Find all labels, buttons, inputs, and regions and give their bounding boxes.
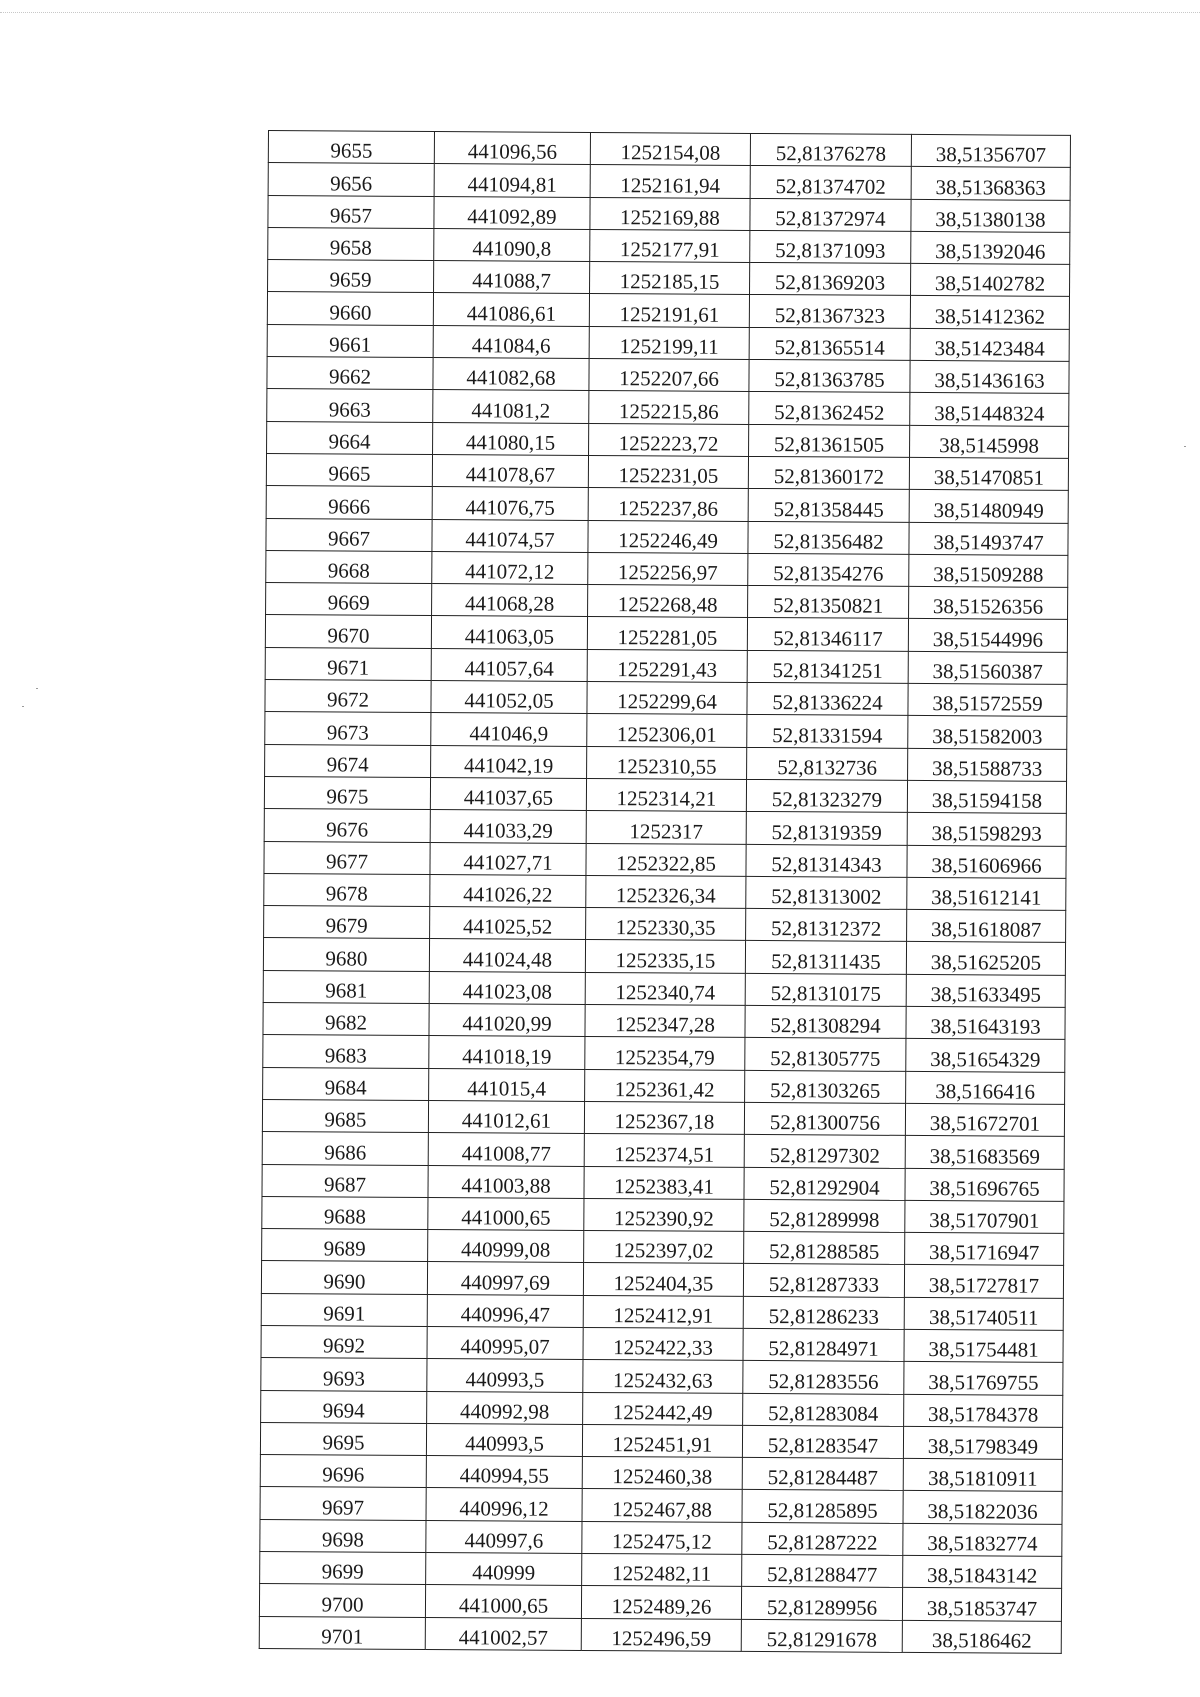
latitude-cell: 52,81350821 [748, 586, 909, 619]
x-coordinate-cell: 440999,08 [428, 1230, 584, 1263]
x-coordinate-cell: 441092,89 [434, 196, 590, 229]
x-coordinate-cell: 441026,22 [430, 874, 586, 907]
point-number-cell: 9685 [262, 1099, 428, 1132]
table-row [261, 1261, 1063, 1298]
longitude-cell: 38,51526356 [909, 587, 1068, 620]
x-coordinate-cell: 440994,55 [426, 1456, 582, 1489]
point-number-cell: 9658 [268, 227, 434, 260]
x-coordinate-cell: 441086,61 [433, 293, 589, 326]
longitude-cell: 38,51625205 [906, 942, 1065, 975]
x-coordinate-cell: 441090,8 [434, 228, 590, 261]
x-coordinate-cell: 441015,4 [429, 1068, 585, 1101]
table-row [264, 906, 1066, 943]
latitude-cell: 52,81314343 [746, 844, 907, 877]
x-coordinate-cell: 441074,57 [432, 519, 588, 552]
point-number-cell: 9701 [259, 1616, 425, 1649]
latitude-cell: 52,81284971 [743, 1328, 904, 1361]
x-coordinate-cell: 441078,67 [432, 454, 588, 487]
y-coordinate-cell: 1252237,86 [588, 488, 748, 521]
point-number-cell: 9667 [266, 518, 432, 551]
point-number-cell: 9665 [266, 453, 432, 486]
latitude-cell: 52,81319359 [746, 812, 907, 845]
x-coordinate-cell: 440992,98 [427, 1391, 583, 1424]
y-coordinate-cell: 1252390,92 [584, 1198, 744, 1231]
latitude-cell: 52,81287333 [743, 1264, 904, 1297]
latitude-cell: 52,81365514 [749, 327, 910, 360]
x-coordinate-cell: 441003,88 [428, 1165, 584, 1198]
point-number-cell: 9681 [263, 970, 429, 1003]
point-number-cell: 9696 [260, 1455, 426, 1488]
point-number-cell: 9692 [261, 1325, 427, 1358]
y-coordinate-cell: 1252161,94 [590, 165, 750, 198]
point-number-cell: 9678 [264, 873, 430, 906]
point-number-cell: 9686 [262, 1132, 428, 1165]
y-coordinate-cell: 1252460,38 [582, 1457, 742, 1490]
longitude-cell: 38,51582003 [908, 716, 1067, 749]
y-coordinate-cell: 1252489,26 [581, 1586, 741, 1619]
table-row [265, 712, 1067, 749]
table-row [263, 1067, 1065, 1104]
x-coordinate-cell: 441000,65 [425, 1585, 581, 1618]
table-row [266, 453, 1068, 490]
table-row [261, 1390, 1063, 1427]
point-number-cell: 9672 [265, 680, 431, 713]
table-row [259, 1616, 1061, 1653]
table-row [263, 970, 1065, 1007]
x-coordinate-cell: 441042,19 [431, 745, 587, 778]
point-number-cell: 9677 [264, 841, 430, 874]
x-coordinate-cell: 440999 [426, 1553, 582, 1586]
x-coordinate-cell: 441012,61 [428, 1100, 584, 1133]
latitude-cell: 52,81285895 [742, 1490, 903, 1523]
x-coordinate-cell: 441063,05 [431, 616, 587, 649]
point-number-cell: 9663 [267, 389, 433, 422]
point-number-cell: 9668 [266, 550, 432, 583]
table-row [264, 776, 1066, 813]
y-coordinate-cell: 1252317 [586, 811, 746, 844]
point-number-cell: 9694 [261, 1390, 427, 1423]
longitude-cell: 38,51594158 [907, 780, 1066, 813]
scan-speck [22, 706, 24, 707]
latitude-cell: 52,81331594 [747, 715, 908, 748]
y-coordinate-cell: 1252299,64 [587, 682, 747, 715]
table-row [260, 1552, 1062, 1589]
point-number-cell: 9671 [265, 647, 431, 680]
table-row [260, 1422, 1062, 1459]
point-number-cell: 9698 [260, 1519, 426, 1552]
y-coordinate-cell: 1252207,66 [589, 359, 749, 392]
latitude-cell: 52,81308294 [745, 1005, 906, 1038]
x-coordinate-cell: 441082,68 [433, 358, 589, 391]
table-row [267, 357, 1069, 394]
longitude-cell: 38,51853747 [902, 1588, 1061, 1621]
latitude-cell: 52,81292904 [744, 1167, 905, 1200]
latitude-cell: 52,81305775 [745, 1038, 906, 1071]
x-coordinate-cell: 440995,07 [427, 1326, 583, 1359]
table-row [268, 227, 1070, 264]
x-coordinate-cell: 441008,77 [428, 1133, 584, 1166]
point-number-cell: 9695 [260, 1422, 426, 1455]
y-coordinate-cell: 1252177,91 [590, 229, 750, 262]
y-coordinate-cell: 1252422,33 [583, 1327, 743, 1360]
table-row [268, 131, 1070, 168]
table-row [260, 1487, 1062, 1524]
y-coordinate-cell: 1252335,15 [585, 940, 745, 973]
x-coordinate-cell: 441025,52 [430, 907, 586, 940]
longitude-cell: 38,5145998 [910, 425, 1069, 458]
latitude-cell: 52,81289998 [744, 1199, 905, 1232]
latitude-cell: 52,81297302 [744, 1135, 905, 1168]
latitude-cell: 52,81283084 [743, 1393, 904, 1426]
latitude-cell: 52,81371093 [750, 230, 911, 263]
scan-speck [1184, 446, 1186, 447]
table-row [266, 518, 1068, 555]
point-number-cell: 9660 [267, 292, 433, 325]
table-row [261, 1325, 1063, 1362]
longitude-cell: 38,51356707 [911, 134, 1070, 167]
longitude-cell: 38,51654329 [906, 1039, 1065, 1072]
latitude-cell: 52,81310175 [745, 973, 906, 1006]
y-coordinate-cell: 1252199,11 [589, 326, 749, 359]
point-number-cell: 9679 [264, 906, 430, 939]
table-row [268, 195, 1070, 232]
x-coordinate-cell: 441068,28 [432, 584, 588, 617]
point-number-cell: 9687 [262, 1164, 428, 1197]
table-row [264, 809, 1066, 846]
table-row [267, 324, 1069, 361]
latitude-cell: 52,81300756 [744, 1102, 905, 1135]
longitude-cell: 38,51740511 [904, 1297, 1063, 1330]
table-row [268, 163, 1070, 200]
point-number-cell: 9662 [267, 357, 433, 390]
table-row [265, 647, 1067, 684]
longitude-cell: 38,51633495 [906, 974, 1065, 1007]
longitude-cell: 38,51716947 [905, 1233, 1064, 1266]
y-coordinate-cell: 1252442,49 [583, 1392, 743, 1425]
table-row [264, 841, 1066, 878]
point-number-cell: 9675 [264, 776, 430, 809]
x-coordinate-cell: 441027,71 [430, 842, 586, 875]
longitude-cell: 38,51423484 [910, 328, 1069, 361]
y-coordinate-cell: 1252215,86 [589, 391, 749, 424]
table-row [263, 1035, 1065, 1072]
latitude-cell: 52,81283547 [742, 1425, 903, 1458]
table-row [261, 1358, 1063, 1395]
x-coordinate-cell: 441037,65 [430, 777, 586, 810]
latitude-cell: 52,81289956 [741, 1587, 902, 1620]
y-coordinate-cell: 1252185,15 [590, 262, 750, 295]
latitude-cell: 52,81303265 [745, 1070, 906, 1103]
x-coordinate-cell: 441020,99 [429, 1004, 585, 1037]
point-number-cell: 9693 [261, 1358, 427, 1391]
table-row [261, 1293, 1063, 1330]
y-coordinate-cell: 1252322,85 [586, 843, 746, 876]
latitude-cell: 52,81360172 [748, 456, 909, 489]
table-row [260, 1519, 1062, 1556]
latitude-cell: 52,81287222 [742, 1522, 903, 1555]
y-coordinate-cell: 1252191,61 [589, 294, 749, 327]
point-number-cell: 9673 [265, 712, 431, 745]
longitude-cell: 38,51606966 [907, 845, 1066, 878]
point-number-cell: 9666 [266, 486, 432, 519]
longitude-cell: 38,51368363 [911, 167, 1070, 200]
x-coordinate-cell: 441057,64 [431, 648, 587, 681]
longitude-cell: 38,51480949 [909, 490, 1068, 523]
y-coordinate-cell: 1252361,42 [585, 1069, 745, 1102]
longitude-cell: 38,51392046 [911, 231, 1070, 264]
x-coordinate-cell: 441096,56 [434, 132, 590, 165]
point-number-cell: 9676 [264, 809, 430, 842]
longitude-cell: 38,51598293 [907, 813, 1066, 846]
x-coordinate-cell: 440997,6 [426, 1520, 582, 1553]
x-coordinate-cell: 441018,19 [429, 1036, 585, 1069]
y-coordinate-cell: 1252496,59 [581, 1618, 741, 1651]
point-number-cell: 9674 [265, 744, 431, 777]
x-coordinate-cell: 441084,6 [433, 325, 589, 358]
y-coordinate-cell: 1252223,72 [589, 423, 749, 456]
longitude-cell: 38,51436163 [910, 361, 1069, 394]
longitude-cell: 38,51572559 [908, 683, 1067, 716]
latitude-cell: 52,81286233 [743, 1296, 904, 1329]
latitude-cell: 52,81346117 [747, 618, 908, 651]
longitude-cell: 38,51612141 [907, 877, 1066, 910]
y-coordinate-cell: 1252291,43 [587, 649, 747, 682]
x-coordinate-cell: 441076,75 [432, 487, 588, 520]
point-number-cell: 9690 [261, 1261, 427, 1294]
longitude-cell: 38,51643193 [906, 1006, 1065, 1039]
longitude-cell: 38,51470851 [909, 457, 1068, 490]
table-row [264, 873, 1066, 910]
latitude-cell: 52,81356482 [748, 521, 909, 554]
longitude-cell: 38,51707901 [905, 1200, 1064, 1233]
point-number-cell: 9688 [262, 1196, 428, 1229]
y-coordinate-cell: 1252268,48 [588, 585, 748, 618]
table-row [267, 292, 1069, 329]
table-row [263, 938, 1065, 975]
longitude-cell: 38,51843142 [903, 1555, 1062, 1588]
latitude-cell: 52,81361505 [749, 424, 910, 457]
point-number-cell: 9697 [260, 1487, 426, 1520]
table-row [262, 1196, 1064, 1233]
latitude-cell: 52,81369203 [750, 263, 911, 296]
x-coordinate-cell: 441046,9 [431, 713, 587, 746]
point-number-cell: 9669 [266, 583, 432, 616]
latitude-cell: 52,81358445 [748, 489, 909, 522]
latitude-cell: 52,81283556 [743, 1361, 904, 1394]
latitude-cell: 52,81291678 [741, 1619, 902, 1652]
latitude-cell: 52,81363785 [749, 360, 910, 393]
y-coordinate-cell: 1252397,02 [584, 1231, 744, 1264]
point-number-cell: 9700 [259, 1584, 425, 1617]
latitude-cell: 52,81336224 [747, 682, 908, 715]
longitude-cell: 38,51784378 [904, 1394, 1063, 1427]
point-number-cell: 9657 [268, 195, 434, 228]
table-row [262, 1132, 1064, 1169]
latitude-cell: 52,8132736 [747, 747, 908, 780]
longitude-cell: 38,51448324 [910, 393, 1069, 426]
latitude-cell: 52,81372974 [750, 198, 911, 231]
table-row [267, 421, 1069, 458]
table-row [265, 680, 1067, 717]
longitude-cell: 38,51727817 [904, 1265, 1063, 1298]
coordinates-table-body [259, 131, 1070, 1654]
latitude-cell: 52,81354276 [748, 553, 909, 586]
y-coordinate-cell: 1252306,01 [587, 714, 747, 747]
table-row [268, 260, 1070, 297]
longitude-cell: 38,51412362 [910, 296, 1069, 329]
longitude-cell: 38,51672701 [905, 1103, 1064, 1136]
longitude-cell: 38,51832774 [903, 1523, 1062, 1556]
y-coordinate-cell: 1252383,41 [584, 1166, 744, 1199]
longitude-cell: 38,51696765 [905, 1168, 1064, 1201]
x-coordinate-cell: 441052,05 [431, 681, 587, 714]
latitude-cell: 52,81367323 [749, 295, 910, 328]
x-coordinate-cell: 441023,08 [429, 971, 585, 1004]
y-coordinate-cell: 1252256,97 [588, 552, 748, 585]
y-coordinate-cell: 1252231,05 [588, 455, 748, 488]
table-row [266, 550, 1068, 587]
y-coordinate-cell: 1252475,12 [582, 1521, 742, 1554]
point-number-cell: 9699 [260, 1552, 426, 1585]
y-coordinate-cell: 1252340,74 [585, 972, 745, 1005]
table-row [266, 486, 1068, 523]
point-number-cell: 9689 [262, 1229, 428, 1262]
longitude-cell: 38,51618087 [907, 910, 1066, 943]
point-number-cell: 9661 [267, 324, 433, 357]
x-coordinate-cell: 441024,48 [429, 939, 585, 972]
y-coordinate-cell: 1252310,55 [587, 746, 747, 779]
table-row [263, 1003, 1065, 1040]
x-coordinate-cell: 440993,5 [426, 1423, 582, 1456]
point-number-cell: 9684 [263, 1067, 429, 1100]
latitude-cell: 52,81311435 [745, 941, 906, 974]
table-row [259, 1584, 1061, 1621]
y-coordinate-cell: 1252412,91 [583, 1295, 743, 1328]
longitude-cell: 38,51754481 [904, 1329, 1063, 1362]
latitude-cell: 52,81288477 [742, 1554, 903, 1587]
point-number-cell: 9656 [268, 163, 434, 196]
longitude-cell: 38,51560387 [908, 651, 1067, 684]
point-number-cell: 9691 [261, 1293, 427, 1326]
x-coordinate-cell: 441000,65 [428, 1197, 584, 1230]
x-coordinate-cell: 440996,12 [426, 1488, 582, 1521]
y-coordinate-cell: 1252347,28 [585, 1004, 745, 1037]
longitude-cell: 38,51683569 [905, 1136, 1064, 1169]
longitude-cell: 38,51380138 [911, 199, 1070, 232]
y-coordinate-cell: 1252404,35 [583, 1263, 743, 1296]
table-row [267, 389, 1069, 426]
longitude-cell: 38,51402782 [910, 264, 1069, 297]
table-row [262, 1099, 1064, 1136]
table-row [266, 583, 1068, 620]
x-coordinate-cell: 440996,47 [427, 1294, 583, 1327]
table-row [262, 1164, 1064, 1201]
longitude-cell: 38,5186462 [902, 1620, 1061, 1653]
x-coordinate-cell: 441002,57 [425, 1617, 581, 1650]
longitude-cell: 38,51509288 [909, 554, 1068, 587]
y-coordinate-cell: 1252367,18 [584, 1101, 744, 1134]
x-coordinate-cell: 441088,7 [434, 261, 590, 294]
y-coordinate-cell: 1252467,88 [582, 1489, 742, 1522]
y-coordinate-cell: 1252281,05 [587, 617, 747, 650]
x-coordinate-cell: 441081,2 [433, 390, 589, 423]
point-number-cell: 9655 [268, 131, 434, 164]
longitude-cell: 38,5166416 [906, 1071, 1065, 1104]
scan-speck [36, 688, 38, 689]
latitude-cell: 52,81323279 [746, 779, 907, 812]
y-coordinate-cell: 1252451,91 [582, 1424, 742, 1457]
latitude-cell: 52,81288585 [744, 1232, 905, 1265]
point-number-cell: 9682 [263, 1003, 429, 1036]
coordinates-table [259, 130, 1071, 1654]
longitude-cell: 38,51493747 [909, 522, 1068, 555]
x-coordinate-cell: 441094,81 [434, 164, 590, 197]
point-number-cell: 9680 [263, 938, 429, 971]
x-coordinate-cell: 440997,69 [427, 1262, 583, 1295]
table-row [265, 615, 1067, 652]
latitude-cell: 52,81362452 [749, 392, 910, 425]
point-number-cell: 9659 [268, 260, 434, 293]
scan-top-edge [0, 12, 1200, 13]
point-number-cell: 9664 [267, 421, 433, 454]
y-coordinate-cell: 1252374,51 [584, 1134, 744, 1167]
x-coordinate-cell: 441033,29 [430, 810, 586, 843]
latitude-cell: 52,81313002 [746, 876, 907, 909]
latitude-cell: 52,81376278 [750, 133, 911, 166]
y-coordinate-cell: 1252246,49 [588, 520, 748, 553]
table-row [260, 1455, 1062, 1492]
point-number-cell: 9683 [263, 1035, 429, 1068]
x-coordinate-cell: 441080,15 [433, 422, 589, 455]
longitude-cell: 38,51822036 [903, 1491, 1062, 1524]
x-coordinate-cell: 440993,5 [427, 1359, 583, 1392]
y-coordinate-cell: 1252330,35 [586, 908, 746, 941]
latitude-cell: 52,81374702 [750, 166, 911, 199]
longitude-cell: 38,51588733 [908, 748, 1067, 781]
table-row [262, 1229, 1064, 1266]
y-coordinate-cell: 1252169,88 [590, 197, 750, 230]
y-coordinate-cell: 1252432,63 [583, 1360, 743, 1393]
longitude-cell: 38,51810911 [903, 1459, 1062, 1492]
x-coordinate-cell: 441072,12 [432, 551, 588, 584]
y-coordinate-cell: 1252154,08 [590, 132, 750, 165]
latitude-cell: 52,81284487 [742, 1458, 903, 1491]
point-number-cell: 9670 [265, 615, 431, 648]
y-coordinate-cell: 1252354,79 [585, 1037, 745, 1070]
table-row [265, 744, 1067, 781]
longitude-cell: 38,51769755 [904, 1362, 1063, 1395]
y-coordinate-cell: 1252326,34 [586, 875, 746, 908]
latitude-cell: 52,81341251 [747, 650, 908, 683]
latitude-cell: 52,81312372 [746, 909, 907, 942]
y-coordinate-cell: 1252314,21 [586, 778, 746, 811]
longitude-cell: 38,51798349 [903, 1426, 1062, 1459]
y-coordinate-cell: 1252482,11 [582, 1554, 742, 1587]
longitude-cell: 38,51544996 [908, 619, 1067, 652]
